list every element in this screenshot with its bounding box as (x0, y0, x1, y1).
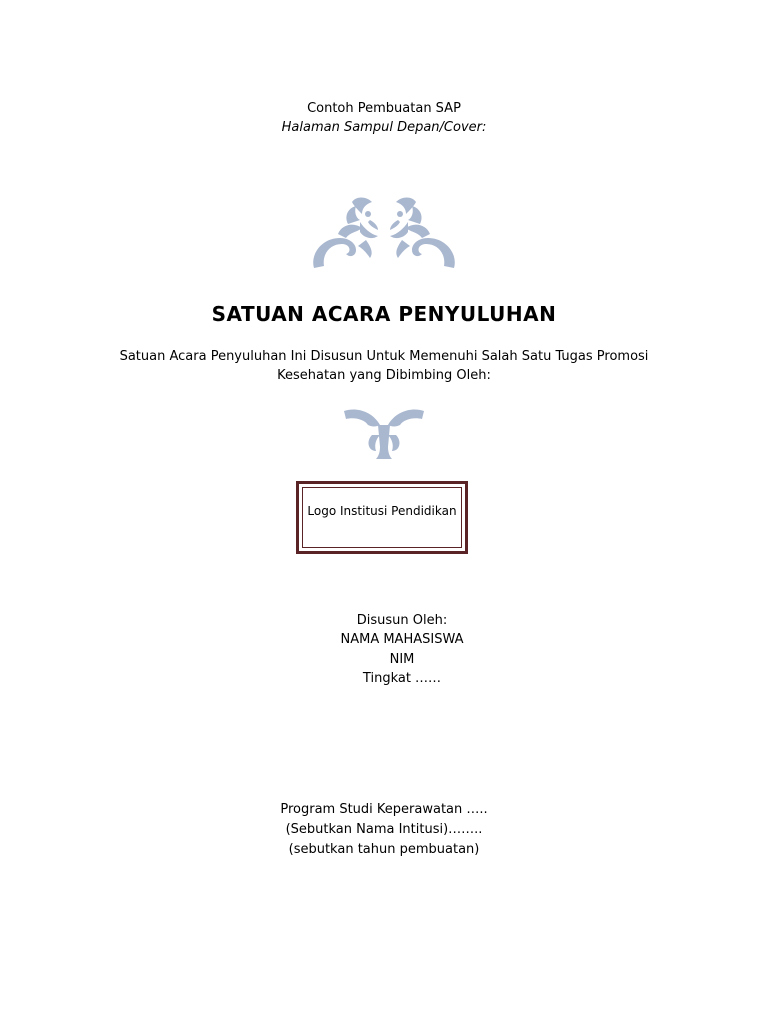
fleur-ornament-icon (342, 407, 426, 461)
footer-institution: (Sebutkan Nama Intitusi)…….. (285, 822, 483, 837)
author-id: NIM (389, 652, 415, 667)
author-label: Disusun Oleh: (356, 613, 448, 628)
author-level: Tingkat …… (362, 671, 442, 686)
document-heading: Contoh Pembuatan SAP (307, 101, 461, 116)
footer-program: Program Studi Keperawatan ….. (280, 802, 488, 817)
description-line-2: Kesehatan yang Dibimbing Oleh: (277, 368, 491, 383)
document-title: SATUAN ACARA PENYULUHAN (211, 302, 557, 326)
author-name: NAMA MAHASISWA (340, 632, 464, 647)
description-line-1: Satuan Acara Penyuluhan Ini Disusun Untuk Memenuhi Salah Satu Tugas Promosi (119, 349, 649, 364)
document-subheading: Halaman Sampul Depan/Cover: (281, 120, 487, 135)
logo-placeholder-box (296, 481, 468, 554)
logo-placeholder-label: Logo Institusi Pendidikan (307, 504, 457, 518)
footer-year: (sebutkan tahun pembuatan) (288, 842, 480, 857)
floral-ornament-icon (308, 194, 460, 274)
